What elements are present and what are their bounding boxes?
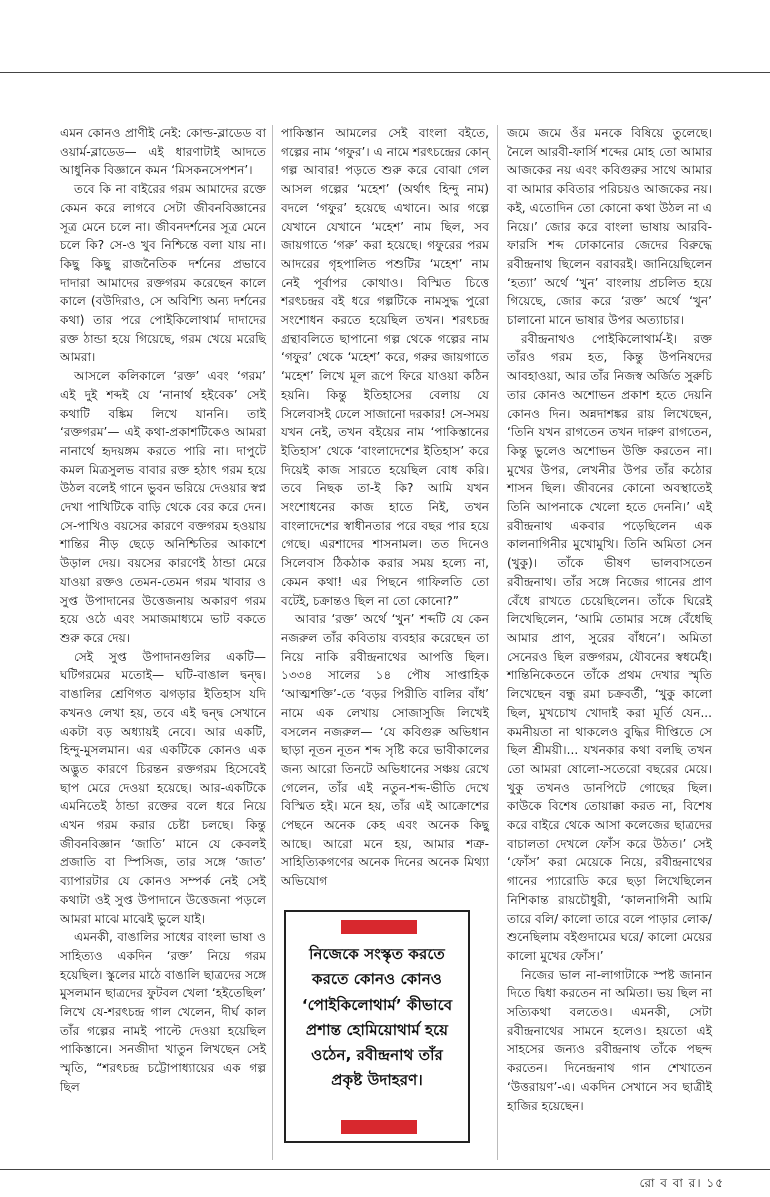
paragraph: নিজের ভাল না-লাগাটাকে স্পষ্ট জানান দিতে দ্বিধা করতেন না অমিতা। ভয় ছিল না সত্যিকথা বলতেও। এমনকী, সেটা রবীন্দ্রনাথের সামনে হলেও। হয়তো এই সাহসের জন্যও রবীন্দ্রনাথ তাঁকে পছন্দ করতেন। দিনেন্দ্রনাথ গান শেখাতেন ‘উত্তরায়ণ’-এ। একদিন সেখানে সব ছাত্রীই হাজির হয়েছেন। — [507, 967, 712, 1113]
article-column-2 — [281, 124, 489, 891]
paragraph: আবার ‘রক্ত’ অর্থে ‘খুন’ শব্দটি যে কেন নজরুল তাঁর কবিতায় ব্যবহার করেছেন তা নিয়ে নাকি রবীন্দ্রনাথের আপত্তি ছিল। ১৩৩৪ সালের ১৪ পৌষ সাপ্তাহিক ‘আত্মশক্তি’-তে ‘বড়র পিরীতি বালির বাঁধ’ নামে এক লেখায় সোজাসুজি লিখেই বসলেন নজরুল— ‘যে কবিগুরু অভিধান ছাড়া নূতন নূতন শব্দ সৃষ্টি করে ভাবীকালের জন্য আরো তিনটে অভিধানের সঞ্চয় রেখে গেলেন, তাঁর এই নতুন-শব্দ-ভীতি দেখে বিস্মিত হই। মনে হয়, তাঁর এই আক্রোশের পেছনে অনেক কেহ এবং অনেক কিছু আছে। আরো মনে হয়, আমার শত্রু-সাহিত্যিকগণের অনেক দিনের অনেক মিথ্যা অভিযোগ — [281, 612, 489, 889]
footer-rule — [0, 1169, 770, 1170]
article-column-3 — [507, 124, 712, 1115]
column-divider — [272, 125, 273, 1160]
article-column-1 — [60, 124, 266, 1097]
paragraph: তবে কি না বাইরের গরম আমাদের রক্তে কেমন করে লাগবে সেটা জীবনবিজ্ঞানের সূত্র মেনে চলে না। জীবনদর্শনের সূত্র মেনে চলে কি? সে-ও খুব নিশ্চিন্তে বলা যায় না। কিছু কিছু রাজনৈতিক দর্শনের প্রভাবে দাদারা আমাদের রক্তগরম করেছেন কালে কালে (বউদিরাও, সে অবিশ্যি অন্য দর্শনের কথা) তার পরে পোইকিলোথার্ম দাদাদের রক্ত ঠান্ডা হয়ে গিয়েছে, গরম খেয়ে মরেছি আমরা। — [60, 182, 266, 365]
paragraph: এমনকী, বাঙালির সাধের বাংলা ভাষা ও সাহিত্যও একদিন ‘রক্ত’ নিয়ে গরম হয়েছিল। স্কুলের মাঠে বাঙালি ছাত্রদের সঙ্গে মুসলমান ছাত্রদের ফুটবল খেলা ‘হইতেছিল’ লিখে যে-শরৎচন্দ্র গাল খেলেন, দীর্ঘ কাল তাঁর গল্পের নামই পাল্টে দেওয়া হয়েছিল পাকিস্তানে। সনজীদা খাতুন লিখছেন সেই স্মৃতি, “শরৎচন্দ্র চট্টোপাধ্যায়ের এক গল্প ছিল — [60, 930, 267, 1094]
pull-quote-text: নিজেকে সংস্কৃত করতে করতে কোনও কোনও ‘পোইকিলোথার্ম’ কীভাবে প্রশান্ত হোমিয়োথার্ম হয়ে ওঠেন, রবীন্দ্রনাথ তাঁর প্রকৃষ্ট উদাহরণ। — [301, 945, 453, 1090]
paragraph: আসলে কলিকালে ‘রক্ত’ এবং ‘গরম’ এই দুই শব্দই যে ‘নানার্থ হইবেক’ সেই কথাটি বঙ্কিম লিখে যাননি। তাই ‘রক্তগরম’— এই কথা-প্রকাশটিকেও আমরা নানার্থে হৃদয়ঙ্গম করতে পারি না। দাপুটে কমল মিত্রসুলভ বাবার রক্ত হঠাৎ গরম হয়ে উঠল বলেই গানে ভুবন ভরিয়ে দেওয়ার স্বপ্ন দেখা পাখিটিকে বাড়ি থেকে বের করে দেন। সে-পাখিও বয়সের কারণে বক্তগরম হওয়ায় শান্তির নীড় ছেড়ে অনিশ্চিতির আকাশে উড়াল দেয়। বয়সের কারণেই ঠান্ডা মেরে যাওয়া রক্তও তেমন-তেমন গরম খাবার ও সুপ্ত উপাদানের উত্তেজনায় অকারণ গরম হয়ে ওঠে এবং সমাজমাধ্যমে ভাট বকতে শুরু করে দেয়। — [60, 369, 266, 645]
column-divider — [497, 125, 498, 1160]
pull-quote-accent-bar — [341, 920, 417, 934]
header-rule — [0, 72, 770, 73]
paragraph: জমে জমে ওঁর মনকে বিষিয়ে তুলেছে। নৈলে আরবী-ফার্সি শব্দের মোহ তো আমার আজকের নয় এবং কবিগুরুর সাথে আমার বা আমার কবিতার পরিচয়ও আজকের নয়। কই, এতোদিন তো কোনো কথা উঠল না এ নিয়ে।’ জোর করে বাংলা ভাষায় আরবি-ফারসি শব্দ ঢোকানোর জেদের বিরুদ্ধে রবীন্দ্রনাথ ছিলেন বরাবরই। জানিয়েছিলেন ‘হত্যা’ অর্থে ‘খুন’ বাংলায় প্রচলিত হয়ে গিয়েছে, জোর করে ‘রক্ত’ অর্থে ‘খুন’ চালানো মানে ভাষার উপর অত্যাচার। — [507, 126, 712, 328]
page-folio: রো ব বা র। ১৫ — [639, 1176, 724, 1190]
paragraph: রবীন্দ্রনাথও পোইকিলোথার্ম-ই। রক্ত তাঁরও গরম হত, কিন্তু উপনিষদের আবহাওয়া, আর তাঁর নিজস্ব অর্জিত সুরুচি তার কোনও অশোভন প্রকাশ হতে দেয়নি কোনও দিন। অন্নদাশঙ্কর রায় লিখেছেন, ‘তিনি যখন রাগতেন তখন দারুণ রাগতেন, কিন্তু ভুলেও অশোভন উক্তি করতেন না। মুখের উপর, লেখনীর উপর তাঁর কঠোর শাসন ছিল। জীবনের কোনো অবস্থাতেই তিনি আপনাকে খেলো হতে দেননি।’ এই রবীন্দ্রনাথ একবার পড়েছিলেন এক কালনাগিনীর মুখোমুখি। তিনি অমিতা সেন (খুকু)। তাঁকে ভীষণ ভালবাসতেন রবীন্দ্রনাথ। তাঁর সঙ্গে নিজের গানের প্রাণ বেঁধে রাখতে চেয়েছিলেন। তাঁকে ঘিরেই লিখেছিলেন, ‘আমি তোমার সঙ্গে বেঁধেছি আমার প্রাণ, সুরের বাঁধনে’। অমিতা সেনেরও ছিল রক্তগরম, যৌবনের স্বধর্মেই। শান্তিনিকেতনে তাঁকে প্রথম দেখার স্মৃতি লিখেছেন বন্ধু রমা চক্রবর্তী, ‘খুকু কালো ছিল, মুখচোখ খোদাই করা মূর্তি যেন... কমনীয়তা না থাকলেও বুদ্ধির দীপ্তিতে সে ছিল শ্রীময়ী।... যখনকার কথা বলছি তখন তো আমরা ষোলো-সতেরো বছরের মেয়ে। খুকু তখনও ডানপিটে গোছের ছিল। কাউকে বিশেষ তোয়াক্কা করত না, বিশেষ করে বাইরে থেকে আসা কলেজের ছাত্রদের বাচালতা দেখলে ফোঁস করে উঠত।’ সেই ‘ফোঁস’ করা মেয়েকে নিয়ে, রবীন্দ্রনাথের গানের প্যারোডি করে ছড়া লিখেছিলেন নিশিকান্ত রায়চৌধুরী, ‘কালনাগিনী আমি তারে বলি/ কালো তারে বলে পাড়ার লোক/ শুনেছিলাম বইগুদামের ঘরে/ কালো মেয়ের কালো মুখের ফোঁস।’ — [507, 331, 712, 963]
paragraph: এমন কোনও প্রাণীই নেই: কোল্ড-ব্লাডেড বা ওয়ার্ম-ব্লাডেড— এই ধারণাটাই আদতে আধুনিক বিজ্ঞানে কমন ‘মিসকনসেপশন’। — [60, 126, 266, 178]
paragraph: সেই সুপ্ত উপাদানগুলির একটি— ঘটিগরমের মতোই— ঘটি-বাঙাল দ্বন্দ্ব। বাঙালির শ্রেণিগত ঝগড়ার ইতিহাস যদি কখনও লেখা হয়, তবে এই দ্বন্দ্ব সেখানে একটা বড় অধ্যায়ই নেবে। আর একটি, হিন্দু-মুসলমান। এর একটিকে কোনও এক অদ্ভুত কারণে চিরন্তন রক্তগরম হিসেবেই ছাপ মেরে দেওয়া হয়েছে। আর-একটিকে এমনিতেই ঠান্ডা রক্তের বলে ধরে নিয়ে এখন গরম করার চেষ্টা চলছে। কিন্তু জীবনবিজ্ঞান ‘জাতি’ মানে যে কেবলই প্রজাতি বা স্পিসিজ, তার সঙ্গে ‘জাত’ ব্যাপারটার যে কোনও সম্পর্ক নেই সেই কথাটা ওই সুপ্ত উপাদানে উত্তেজনা পড়লে আমরা মাঝে মাঝেই ভুলে যাই। — [60, 649, 266, 926]
pull-quote-box — [284, 910, 470, 1143]
pull-quote-accent-bar — [341, 1120, 417, 1134]
paragraph: পাকিস্তান আমলের সেই বাংলা বইতে, গল্পের নাম ‘গফুর’। এ নামে শরৎচন্দ্রের কোন্ গল্প আবার! পড়তে শুরু করে বোঝা গেল আসল গল্পের ‘মহেশ’ (অর্থাৎ হিন্দু নাম) বদলে ‘গফুর’ হয়েছে এখানে। আর গল্পে যেখানে যেখানে ‘মহেশ’ নাম ছিল, সব জায়গাতে ‘গরু’ করা হয়েছে। গফুরের পরম আদরের গৃহপালিত পশুটির ‘মহেশ’ নাম নেই পূর্বাপর কোথাও। বিস্মিত চিত্তে শরৎচন্দ্রর বই ধরে গল্পটিকে নামসুদ্ধ পুরো সংশোধন করতে হয়েছিল তখন। শরৎচন্দ্র গ্রন্থাবলিতে ছাপানো গল্প থেকে গল্পের নাম ‘গফুর’ থেকে ‘মহেশ’ করে, গরুর জায়গাতে ‘মহেশ’ লিখে মূল রূপে ফিরে যাওয়া কঠিন হয়নি। কিন্তু ইতিহাসের বেলায় যে সিলেবাসই ঢেলে সাজানো দরকার! সে-সময় যখন নেই, তখন বইয়ের নাম ‘পাকিস্তানের ইতিহাস’ থেকে ‘বাংলাদেশের ইতিহাস’ করে দিয়েই কাজ সারতে হয়েছিল বোধ করি। তবে নিছক তা-ই কি? আমি যখন সংশোধনের কাজ হাতে নিই, তখন বাংলাদেশের স্বাধীনতার পরে বছর পার হয়ে গেছে। এরশাদের শাসনামল। তত দিনেও সিলেবাস ঠিকঠাক করার সময় হল্যে না, কেমন কথা! এর পিছনে গাফিলতি তো বটেই, চক্রান্তও ছিল না তো কোনো?” — [281, 126, 489, 608]
